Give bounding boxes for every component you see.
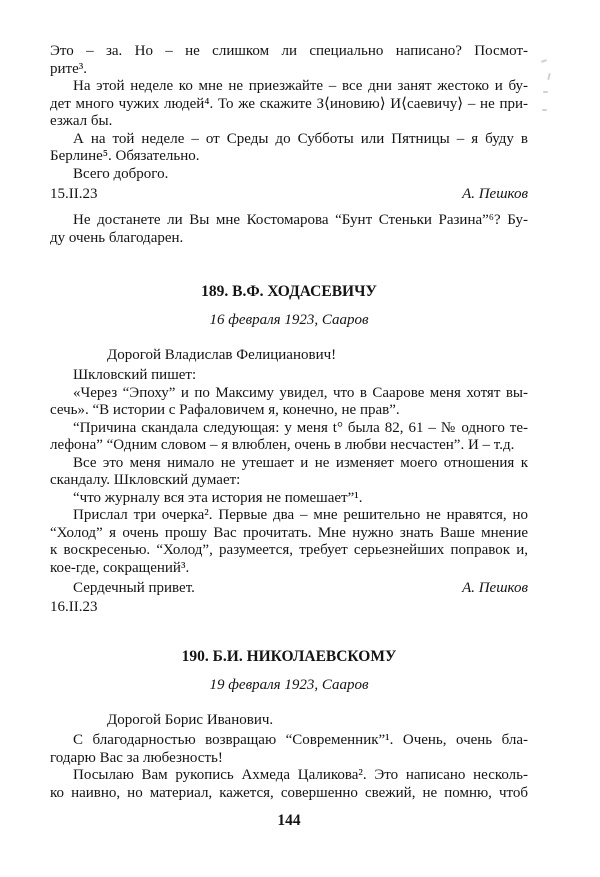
paragraph [50,420,528,455]
letter-189 [50,283,528,617]
page-number: 144 [277,812,301,829]
text-line: На этой неделе ко мне не приезжайте – все дни занят жестоко и бу- [73,78,528,94]
text-column [50,43,528,830]
text-line: Дорогой Борис Иванович. [107,711,274,728]
paragraph [50,78,528,131]
text-line: скандалу. Шкловский думает: [50,472,241,488]
letter-date: 15.II.23 [50,185,98,202]
text-line: “Причина скандала следующая: у меня t° была 82, 61 – № одного те- [73,419,528,436]
letter-dateline: 16 февраля 1923, Сааров [209,311,369,328]
text-line: Посылаю Вам рукопись Ахмеда Цаликова². Это написано несколь- [73,767,528,783]
paragraph [50,767,528,802]
text-line: ду очень благодарен. [50,229,184,246]
paragraph [50,455,528,490]
text-line: “что журналу вся эта история не помешает”¹. [73,489,363,506]
signature-row [50,580,528,598]
text-line: С благодарностью возвращаю “Современник”¹. Очень, очень бла- [73,732,528,748]
paragraph [50,166,528,184]
closing-line: Сердечный привет. [73,579,195,596]
text-line: Не достанете ли Вы мне Костомарова “Бунт Стеньки Разина”⁶? Бу- [73,212,528,228]
postscript-paragraph [50,212,528,247]
letter-heading: 189. В.Ф. ХОДАСЕВИЧУ [201,283,377,300]
text-line: Это – за. Но – не слишком ли специально написано? Посмот- [50,43,528,59]
paragraph [50,385,528,420]
scan-artifact [547,73,551,80]
letter-greeting [50,712,528,730]
text-line: лефона” “Одним словом – я влюблен, очень в любви несчастен”. И – т.д. [50,437,515,453]
text-line: езжал бы. [50,113,113,129]
scan-artifact [541,59,547,63]
letter-190 [50,648,528,802]
scan-artifact [542,109,547,111]
paragraph [50,732,528,767]
signature-row [50,186,528,204]
text-line: Все это меня нимало не утешает и не изменяет моего отношения к [73,454,528,471]
text-line: Прислал три очерка². Первые два – мне решительно не нравятся, но [73,507,528,523]
signature: А. Пешков [462,185,528,202]
text-line: рите³. [50,60,87,77]
text-line: А на той неделе – от Среды до Субботы или Пятницы – я буду в [73,130,528,147]
paragraph [50,490,528,508]
letter-greeting [50,347,528,365]
text-line: «Через “Эпоху” и по Максиму увидел, что в Саарове меня хотят вы- [73,384,528,401]
paragraph [50,131,528,166]
text-line: Шкловский пишет: [73,367,197,383]
text-line: годарю Вас за любезность! [50,749,223,766]
text-line: Всего доброго. [73,165,169,182]
text-line: “Холод” я очень прошу Вас прочитать. Мне нужно знать Ваше мнение [50,524,528,541]
paragraph [50,367,528,385]
letter-date [50,599,528,617]
signature: А. Пешков [462,579,528,596]
letter-heading: 190. Б.И. НИКОЛАЕВСКОМУ [181,648,397,665]
text-line: сечь». “В истории с Рафаловичем я, конечно, не прав”. [50,402,400,418]
paragraph [50,43,528,78]
text-line: Дорогой Владислав Фелицианович! [107,346,337,363]
scan-artifact [543,91,548,93]
text-line: 16.II.23 [50,599,98,615]
text-line: кое-где, сокращений³. [50,559,190,576]
letter-dateline: 19 февраля 1923, Сааров [209,676,369,693]
letter-188-ending [50,43,528,247]
text-line: дет много чужих людей⁴. То же скажите З⟨иновию⟩ И⟨саевичу⟩ – не при- [50,95,528,112]
text-line: к воскресенью. “Холод”, разумеется, требует серьезнейших поправок и, [50,542,528,558]
text-line: Берлине⁵. Обязательно. [50,148,200,164]
paragraph [50,507,528,577]
text-line: ко наивно, но материал, кажется, совершенно свежий, не помню, чтоб [50,784,528,801]
